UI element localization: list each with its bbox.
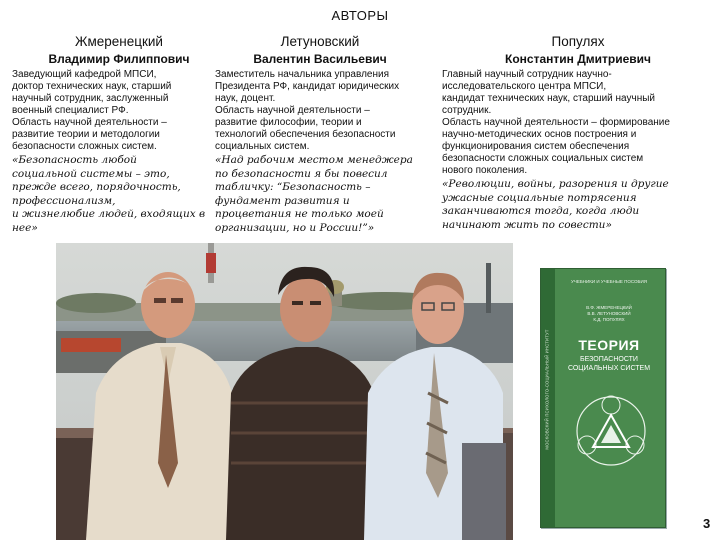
author-card-populyakh xyxy=(442,34,714,232)
author-quote: «Безопасность любой социальной системы – это, прежде всего, порядочность, профессионализм, и жизнелюбие людей, входящих в нее» xyxy=(12,154,206,234)
author-bio: Главный научный сотрудник научно- исследовательского центра МПСИ, кандидат технических наук, старший научный сотрудник. Область научной деятельности – формирование научно-методических основ построения и функционирования систем обеспечения безопасности сложных социальных систем нового поколения. xyxy=(442,69,670,176)
author-surname: Популях xyxy=(551,34,605,49)
author-surname: Жмеренецкий xyxy=(75,34,163,49)
authors-group-photo xyxy=(56,243,513,540)
book-series-label: УЧЕБНИКИ И УЧЕБНЫЕ ПОСОБИЯ xyxy=(570,279,647,284)
book-emblem-icon xyxy=(571,391,651,471)
page-title: АВТОРЫ xyxy=(331,8,389,23)
author-bio: Заместитель начальника управления Президента РФ, кандидат юридических наук, доцент. Область научной деятельности – развитие философии, теории и технологий обеспечения безопасности социальных систем. xyxy=(215,69,400,152)
author-card-letunovsky xyxy=(215,34,425,235)
book-title: ТЕОРИЯ xyxy=(578,337,640,353)
book-subtitle: БЕЗОПАСНОСТИ СОЦИАЛЬНЫХ СИСТЕМ xyxy=(567,356,651,372)
book-spine: МОСКОВСКИЙ ПСИХОЛОГО-СОЦИАЛЬНЫЙ ИНСТИТУТ xyxy=(541,269,555,527)
author-full-name: Владимир Филиппович xyxy=(48,52,190,66)
author-card-zhmerenetsky xyxy=(12,34,208,235)
author-quote: «Революции, войны, разорения и другие ужасные социальные потрясения заканчиваются тогда, когда люди начинают жить по совести» xyxy=(442,178,669,231)
book-cover xyxy=(540,268,666,528)
author-bio: Заведующий кафедрой МПСИ, доктор технических наук, старший научный сотрудник, заслуженный военный специалист РФ. Область научной деятельности – развитие теории и методологии безопасности сложных систем. xyxy=(12,69,172,152)
page-number: 3 xyxy=(703,516,711,531)
author-quote: «Над рабочим местом менеджера по безопасности я бы повесил табличку: “Безопасность – фундамент развития и процветания не только моей организации, но и России!”» xyxy=(215,154,413,234)
author-surname: Летуновский xyxy=(280,34,360,49)
author-full-name: Константин Дмитриевич xyxy=(505,52,651,66)
photo-illustration xyxy=(56,243,513,540)
author-full-name: Валентин Васильевич xyxy=(253,52,387,66)
book-authors: В.Ф. ЖМЕРЕНЕЦКИЙ В.В. ЛЕТУНОВСКИЙ К.Д. ПОПУЛЯХ xyxy=(586,305,632,322)
